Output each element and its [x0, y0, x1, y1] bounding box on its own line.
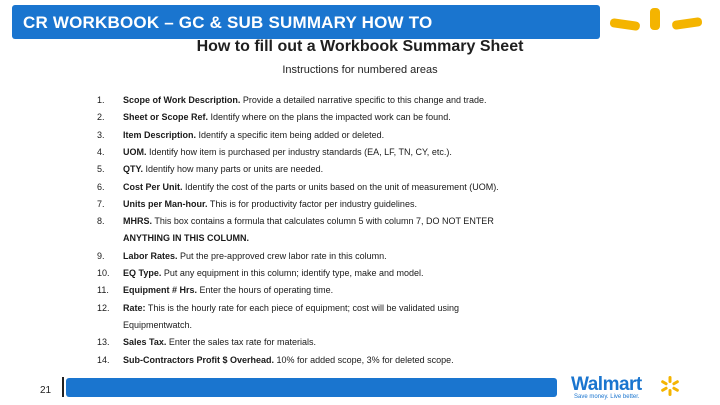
item-number: 13.: [97, 337, 110, 348]
item-text: Enter the sales tax rate for materials.: [168, 337, 316, 348]
list-item: [97, 268, 657, 278]
list-item: [97, 182, 657, 192]
item-number: 5.: [97, 164, 105, 175]
item-number: 1.: [97, 95, 105, 105]
item-term: Sales Tax.: [123, 337, 167, 348]
slide-title: CR WORKBOOK – GC & SUB SUMMARY HOW TO: [23, 13, 433, 32]
item-term: Scope of Work Description.: [123, 95, 241, 105]
footer-bar: [66, 378, 557, 397]
page-number: 21: [40, 385, 52, 396]
item-number: 8.: [97, 216, 105, 227]
list-item: [97, 95, 657, 105]
item-text: Put any equipment in this column; identify type, make and model.: [163, 268, 424, 278]
item-text: Provide a detailed narrative specific to this change and trade.: [242, 95, 487, 105]
item-number: 2.: [97, 112, 105, 123]
item-term: Units per Man-hour.: [123, 198, 208, 209]
item-number: 12.: [97, 302, 110, 313]
item-text: Identify how many parts or units are needed.: [145, 164, 324, 175]
item-number: 11.: [97, 285, 109, 296]
item-continuation: Equipmentwatch.: [123, 319, 193, 330]
list-item: [97, 199, 657, 209]
list-item: [97, 355, 657, 365]
item-number: 6.: [97, 181, 105, 192]
list-item: [97, 251, 657, 261]
item-term: Sub-Contractors Profit $ Overhead.: [123, 354, 275, 365]
list-item: [97, 130, 657, 140]
list-item: [97, 164, 657, 174]
item-term: Sheet or Scope Ref.: [123, 112, 209, 123]
item-number: 10.: [97, 268, 110, 278]
item-term: Labor Rates.: [123, 250, 178, 261]
item-text: This is the hourly rate for each piece of equipment; cost will be validated using: [147, 302, 460, 313]
walmart-spark-small-icon: [658, 376, 682, 396]
item-term: EQ Type.: [123, 268, 162, 278]
item-text: Put the pre-approved crew labor rate in this column.: [180, 250, 387, 261]
item-term: Item Description.: [123, 129, 197, 140]
list-item: [97, 285, 657, 295]
list-item: [97, 147, 657, 157]
page-subheading: Instructions for numbered areas: [282, 64, 438, 76]
page-heading: How to fill out a Workbook Summary Sheet: [196, 38, 524, 55]
item-number: 4.: [97, 146, 105, 157]
item-continuation: ANYTHING IN THIS COLUMN.: [123, 233, 249, 244]
item-text: 10% for added scope, 3% for deleted scope.: [276, 354, 454, 365]
list-item: [97, 112, 657, 122]
item-term: Rate:: [123, 302, 146, 313]
page-separator: [62, 377, 64, 397]
list-item: [97, 303, 657, 313]
walmart-logo: Walmart: [571, 374, 642, 395]
walmart-spark-icon: [606, 6, 706, 40]
item-text: Identify the cost of the parts or units based on the unit of measurement (UOM).: [185, 181, 499, 192]
item-number: 14.: [97, 354, 110, 365]
walmart-tagline: Save money. Live better.: [574, 394, 640, 400]
item-text: This is for productivity factor per industry guidelines.: [209, 198, 417, 209]
list-item: [97, 216, 657, 226]
item-text: Enter the hours of operating time.: [199, 285, 334, 296]
item-term: Equipment # Hrs.: [123, 285, 198, 296]
item-text: Identify where on the plans the impacted work can be found.: [210, 112, 451, 123]
item-number: 9.: [97, 250, 105, 261]
item-term: UOM.: [123, 146, 147, 157]
item-text: Identify how item is purchased per industry standards (EA, LF, TN, CY, etc.).: [149, 146, 452, 157]
list-item: [97, 337, 657, 347]
item-text: This box contains a formula that calculates column 5 with column 7, DO NOT ENTER: [154, 216, 494, 227]
item-number: 3.: [97, 129, 105, 140]
item-number: 7.: [97, 198, 105, 209]
item-term: QTY.: [123, 164, 144, 175]
item-term: MHRS.: [123, 216, 152, 227]
item-term: Cost Per Unit.: [123, 181, 183, 192]
item-text: Identify a specific item being added or deleted.: [198, 129, 385, 140]
